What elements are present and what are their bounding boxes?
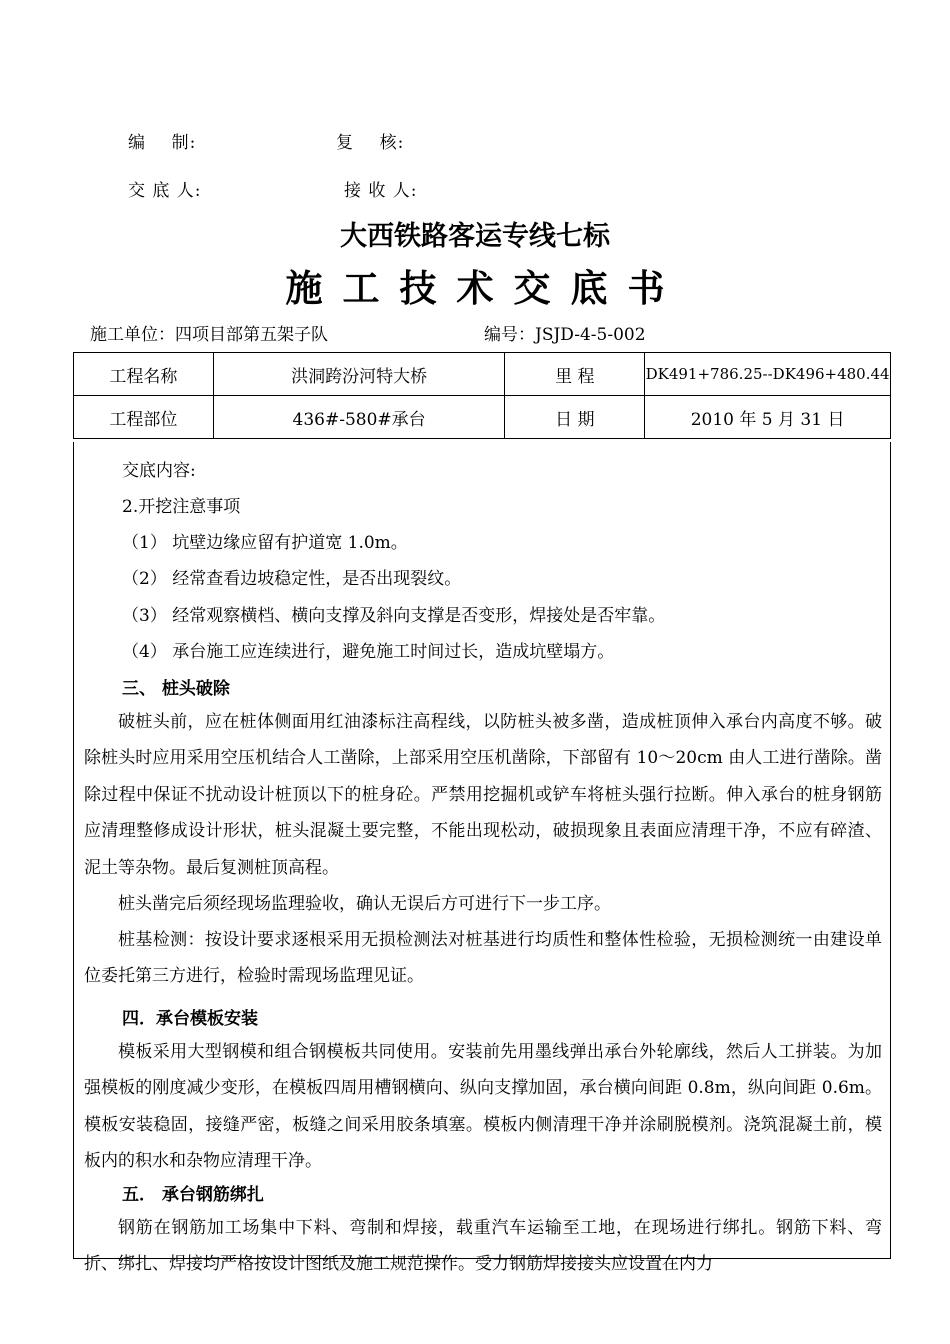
- section-5-title: 五． 承台钢筋绑扎: [122, 1185, 264, 1205]
- part-label: 工程部位: [74, 396, 214, 439]
- reviewer-label: 复 核:: [336, 133, 405, 153]
- project-name-value: 洪洞跨汾河特大桥: [213, 353, 505, 396]
- table-row: [74, 353, 891, 396]
- editor-label: 编 制:: [128, 133, 197, 153]
- info-table: [73, 352, 891, 439]
- date-value: 2010 年 5 月 31 日: [645, 396, 891, 439]
- part-value: 436#-580#承台: [213, 396, 505, 439]
- project-name-label: 工程名称: [74, 353, 214, 396]
- content-heading: 交底内容:: [122, 461, 196, 481]
- mileage-value: DK491+786.25--DK496+480.44: [645, 353, 891, 396]
- section-3-paragraph-3: 桩基检测：按设计要求逐根采用无损检测法对桩基进行均质性和整体性检验，无损检测统一由建设单位委托第三方进行，检验时需现场监理见证。: [84, 930, 882, 987]
- section-4-title: 四．承台模板安装: [122, 1009, 258, 1029]
- project-title: 大西铁路客运专线七标: [340, 221, 610, 252]
- receiver-label: 接 收 人:: [344, 181, 418, 201]
- date-label: 日 期: [505, 396, 645, 439]
- section-2-item-1: （1） 坑壁边缘应留有护道宽 1.0m。: [122, 533, 408, 553]
- section-3-paragraph-2: 桩头凿完后须经现场监理验收，确认无误后方可进行下一步工序。: [118, 894, 611, 914]
- construction-unit: 施工单位：四项目部第五架子队: [90, 325, 328, 345]
- section-3-title: 三、 桩头破除: [122, 679, 230, 699]
- section-5-paragraph-1: 钢筋在钢筋加工场集中下料、弯制和焊接，载重汽车运输至工地，在现场进行绑扎。钢筋下料、弯折、绑扎、焊接均严格按设计图纸及施工规范操作。受力钢筋焊接接头应设置在内力: [84, 1218, 882, 1275]
- table-row: [74, 396, 891, 439]
- section-2-item-3: （3） 经常观察横档、横向支撑及斜向支撑是否变形，焊接处是否牢靠。: [122, 606, 666, 626]
- presenter-label: 交 底 人:: [128, 181, 202, 201]
- mileage-label: 里 程: [505, 353, 645, 396]
- content-box: [73, 442, 891, 1275]
- section-2-item-2: （2） 经常查看边坡稳定性，是否出现裂纹。: [122, 569, 462, 589]
- section-3-paragraph-1: 破桩头前，应在桩体侧面用红油漆标注高程线，以防桩头被多凿，造成桩顶伸入承台内高度不够。破除桩头时应用采用空压机结合人工凿除，上部采用空压机凿除，下部留有 10～20cm 由人工进行凿除。凿除过程中保证不扰动设计桩顶以下的桩身砼。严禁用挖掘机或铲车将桩头强行拉断。伸入承台的桩身钢筋应清理整修成设计形状，桩头混凝土要完整，不能出现松动，破损现象且表面应清理干净，不应有碎渣、泥土等杂物。最后复测桩顶高程。: [84, 712, 882, 878]
- document-number: 编号：JSJD-4-5-002: [484, 325, 646, 345]
- section-2-title: 2.开挖注意事项: [122, 497, 241, 517]
- document-title: 施工技术交底书: [285, 267, 685, 310]
- section-2-item-4: （4） 承台施工应连续进行，避免施工时间过长，造成坑壁塌方。: [122, 642, 615, 662]
- section-4-paragraph-1: 模板采用大型钢模和组合钢模板共同使用。安装前先用墨线弹出承台外轮廓线，然后人工拼装。为加强模板的刚度减少变形，在模板四周用槽钢横向、纵向支撑加固，承台横向间距 0.8m，纵向间距 0.6m。模板安装稳固，接缝严密，板缝之间采用胶条填塞。模板内侧清理干净并涂刷脱模剂。浇筑混凝土前，模板内的积水和杂物应清理干净。: [84, 1042, 882, 1172]
